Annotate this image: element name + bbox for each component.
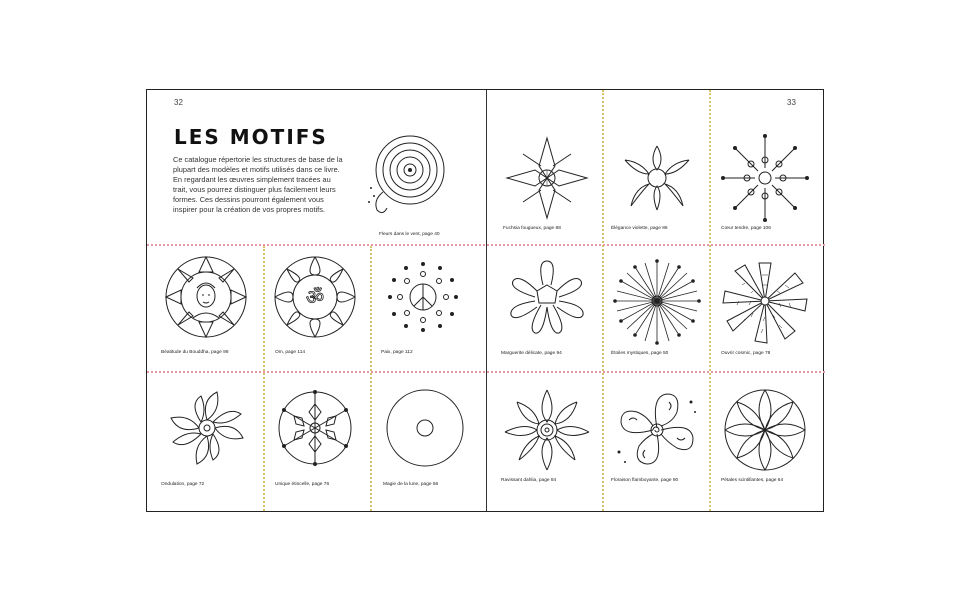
book-gutter <box>486 90 487 511</box>
motif-caption: Om, page 114 <box>275 350 306 355</box>
page-title: LES MOTIFS <box>174 125 328 149</box>
motif-caption: Ouvrir cosmic, page 78 <box>721 351 771 356</box>
intro-paragraph: Ce catalogue répertorie les structures de base de la plupart des modèles et motifs utilisés dans ce livre. En regardant les œuvres simplement tracées au trait, vous pourrez distinguer plus facilement leurs formes. Ces dessins pourront également vous inspirer pour la création de vos propres motifs. <box>173 155 343 214</box>
daisy-icon <box>497 255 597 350</box>
motif-caption: Fleurs dans le vent, page 40 <box>379 232 440 237</box>
motif-caption: Cœur tendre, page 106 <box>721 226 771 231</box>
motif-card <box>161 380 257 490</box>
motif-card <box>607 382 707 487</box>
column-divider <box>263 246 265 511</box>
motif-card <box>607 130 707 235</box>
motif-card <box>497 130 597 235</box>
motif-card <box>377 380 473 490</box>
motif-caption: Floraison flamboyante, page 90 <box>611 478 679 483</box>
row-divider <box>147 244 825 246</box>
motif-card <box>269 250 365 360</box>
motif-card <box>497 255 597 360</box>
row-divider <box>147 371 825 373</box>
motif-caption: Magie de la lune, page 56 <box>383 482 439 487</box>
motif-card <box>715 130 815 235</box>
page-number-right: 33 <box>787 98 796 107</box>
motif-card <box>607 255 707 360</box>
motif-card <box>497 382 597 487</box>
motif-card <box>715 255 815 360</box>
motif-caption: Paix, page 112 <box>381 350 413 355</box>
motif-caption: Ravissant dahlia, page 84 <box>501 478 557 483</box>
motif-caption: Pétales scintillantes, page 64 <box>721 478 784 483</box>
column-divider <box>602 90 604 511</box>
motif-caption: Ondulation, page 72 <box>161 482 205 487</box>
motif-caption: Unique étincelle, page 76 <box>275 482 330 487</box>
rays-icon <box>715 255 815 350</box>
spark-icon <box>269 380 365 480</box>
pinwheel-icon <box>161 380 257 480</box>
motif-card <box>269 380 365 490</box>
peace-mandala-icon <box>377 250 473 350</box>
starburst-icon <box>607 255 707 350</box>
svg-text:ॐ: ॐ <box>305 285 325 309</box>
buddha-mandala-icon <box>161 250 257 350</box>
motif-card <box>161 250 257 360</box>
radial-hearts-icon <box>715 130 815 225</box>
petal-circle-icon <box>715 382 815 477</box>
spiral-icon <box>365 130 445 230</box>
lily-icon <box>607 130 707 225</box>
dahlia-icon <box>497 382 597 477</box>
page-number-left: 32 <box>174 98 183 107</box>
motif-caption: Étoiles mystiques, page 50 <box>611 351 669 356</box>
book-spread <box>146 89 824 512</box>
motif-card <box>377 250 473 360</box>
ring-icon <box>377 380 473 480</box>
column-divider <box>370 246 372 511</box>
motif-caption: Élégance violette, page 86 <box>611 226 668 231</box>
swirl-flower-icon <box>607 382 707 477</box>
motif-caption: Béatitude du Bouddha, page 98 <box>161 350 229 355</box>
motif-caption: Fuchsia fougueux, page 88 <box>503 226 561 231</box>
om-mandala-icon <box>269 250 365 350</box>
column-divider <box>709 90 711 511</box>
star-flower-icon <box>497 130 597 225</box>
motif-card <box>365 130 445 237</box>
motif-card <box>715 382 815 487</box>
motif-caption: Marguerite délicate, page 94 <box>501 351 562 356</box>
